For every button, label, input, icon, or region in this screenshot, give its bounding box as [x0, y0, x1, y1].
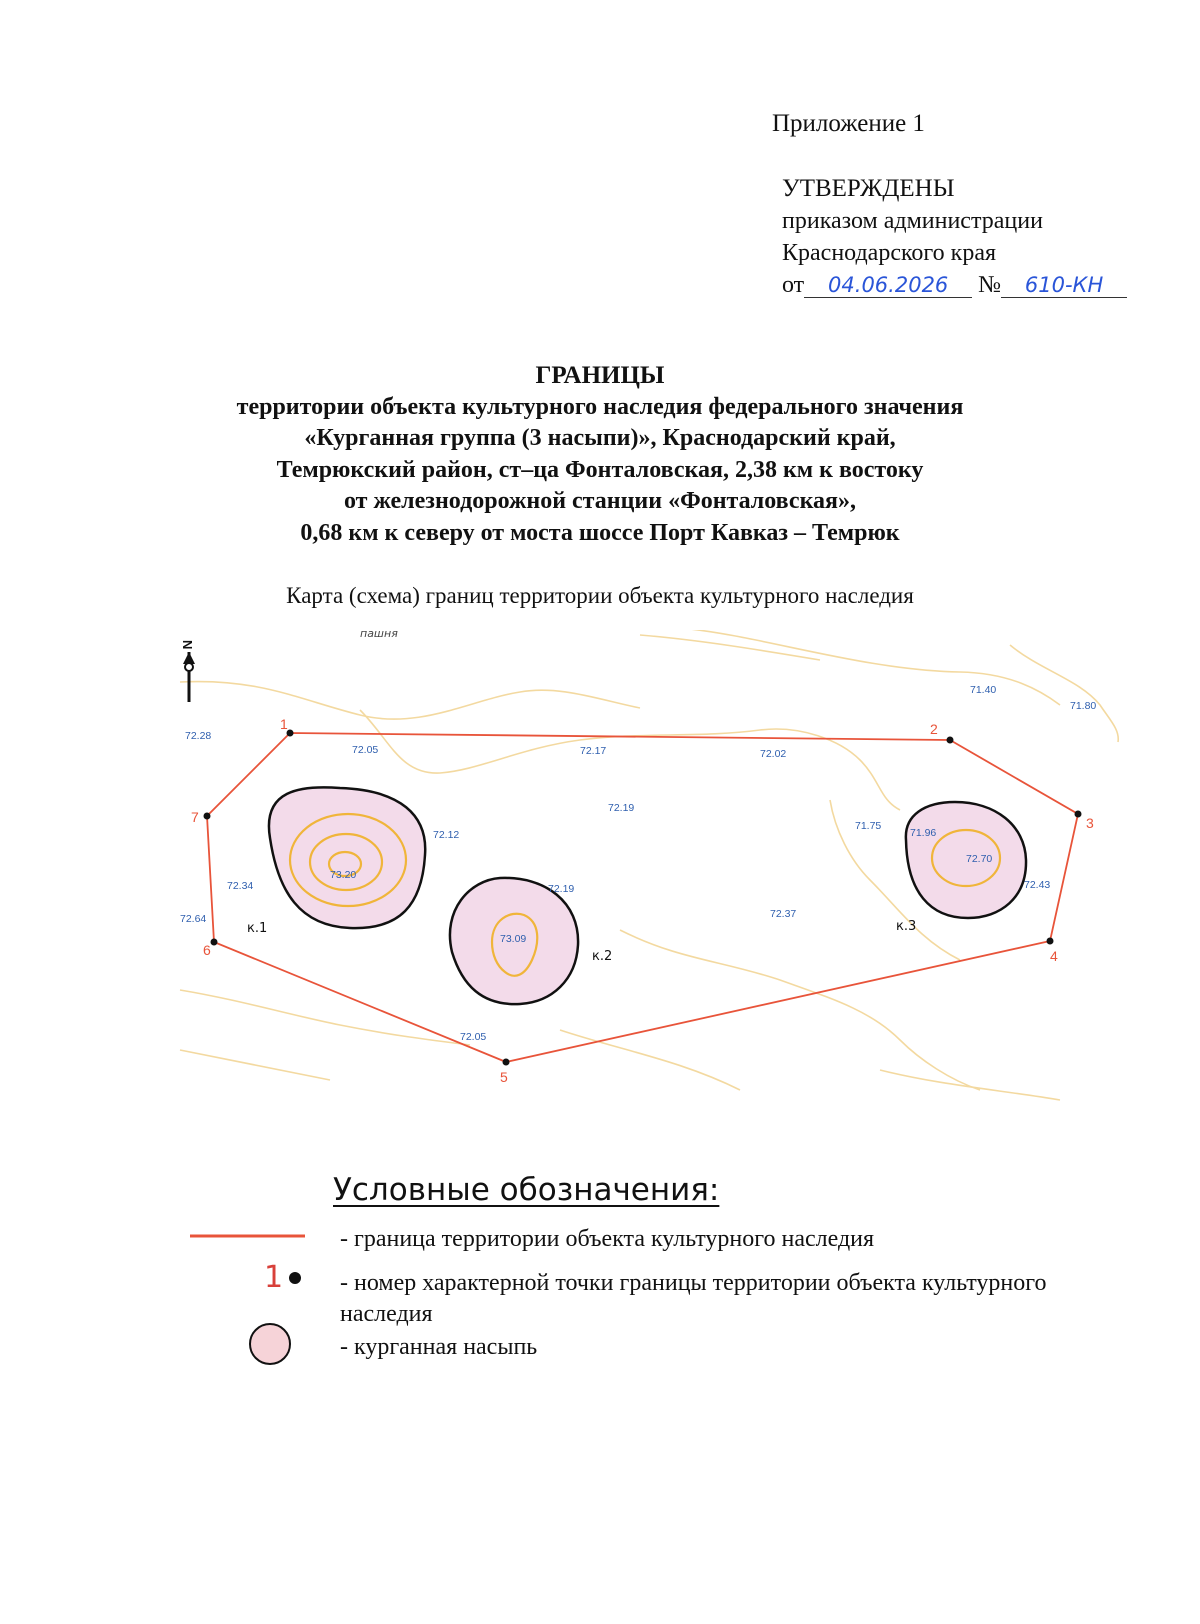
point-label-7: 7 — [191, 809, 199, 825]
elevation-mark: 72.19 — [548, 883, 575, 895]
title-line-4: от железнодорожной станции «Фонталовская», — [343, 488, 857, 514]
number-sign: № — [978, 272, 1002, 298]
elevation-mark: 72.17 — [580, 745, 607, 757]
boundary-map — [0, 630, 1200, 1130]
approval-line-2: Краснодарского края — [782, 240, 997, 266]
legend-title: Условные обозначения: — [333, 1172, 720, 1208]
north-label: N — [180, 640, 195, 650]
elevation-mark: 72.37 — [770, 908, 797, 920]
document-title — [0, 360, 1200, 549]
legend-point-dot — [289, 1272, 301, 1284]
approval-block — [782, 173, 1127, 301]
elevation-mark: 72.05 — [352, 744, 379, 756]
elevation-mark: 72.28 — [185, 730, 212, 742]
elevation-mark: 72.70 — [966, 853, 993, 865]
mound-label-3: к.3 — [896, 919, 917, 934]
point-label-5: 5 — [500, 1069, 508, 1085]
boundary-point-5 — [503, 1059, 510, 1066]
title-line-1: территории объекта культурного наследия федерального значения — [236, 393, 964, 420]
elevation-mark: 72.43 — [1024, 879, 1051, 891]
title-line-3: Темрюкский район, ст–ца Фонталовская, 2,38 км к востоку — [276, 456, 924, 483]
point-label-2: 2 — [930, 721, 938, 737]
elevation-mark: 72.34 — [227, 880, 254, 892]
elevation-mark: 72.64 — [180, 913, 207, 925]
title-main: ГРАНИЦЫ — [535, 362, 665, 389]
elevation-mark: 73.09 — [500, 933, 527, 945]
elevation-mark: 73.20 — [330, 869, 357, 881]
legend-point-text: - номер характерной точки границы территории объекта культурного наследия — [340, 1270, 1047, 1327]
map-caption: Карта (схема) границ территории объекта культурного наследия — [286, 583, 914, 608]
elevation-mark: 72.02 — [760, 748, 787, 760]
legend-symbols — [180, 1220, 320, 1370]
boundary-point-4 — [1047, 938, 1054, 945]
title-line-2: «Курганная группа (3 насыпи)», Краснодарский край, — [304, 425, 896, 451]
approval-heading: УТВЕРЖДЕНЫ — [782, 175, 955, 202]
point-label-1: 1 — [280, 716, 288, 732]
elevation-mark: 72.19 — [608, 802, 635, 814]
legend-point-number: 1 — [264, 1260, 284, 1295]
approval-line-1: приказом администрации — [782, 208, 1043, 234]
elevation-mark: 71.96 — [910, 827, 937, 839]
appendix-label: Приложение 1 — [772, 110, 925, 137]
elevation-mark: 71.75 — [855, 820, 882, 832]
kurgan-mound-1 — [269, 787, 425, 928]
elevation-mark: 72.05 — [460, 1031, 487, 1043]
boundary-point-7 — [204, 813, 211, 820]
point-label-4: 4 — [1050, 948, 1058, 964]
mound-label-2: к.2 — [592, 949, 613, 964]
field-label: пашня — [360, 630, 398, 640]
handwritten-order-number: 610-КН — [1001, 273, 1127, 298]
boundary-point-2 — [947, 737, 954, 744]
title-line-5: 0,68 км к северу от моста шоссе Порт Кавказ – Темрюк — [300, 519, 900, 546]
legend-boundary-text: - граница территории объекта культурного наследия — [340, 1226, 875, 1252]
point-label-3: 3 — [1086, 815, 1094, 831]
elevation-mark: 72.12 — [433, 829, 460, 841]
legend-mound-symbol — [250, 1324, 290, 1364]
elevation-mark: 71.40 — [970, 684, 997, 696]
approval-from-prefix: от — [782, 272, 805, 298]
north-arrow-icon — [180, 640, 195, 702]
legend-mound-text: - курганная насыпь — [340, 1334, 538, 1360]
boundary-point-6 — [211, 939, 218, 946]
boundary-point-3 — [1075, 811, 1082, 818]
elevation-mark: 71.80 — [1070, 700, 1097, 712]
point-label-6: 6 — [203, 942, 211, 958]
approval-date-row — [782, 269, 1127, 301]
mound-label-1: к.1 — [247, 921, 268, 936]
handwritten-date: 04.06.2026 — [804, 273, 972, 298]
